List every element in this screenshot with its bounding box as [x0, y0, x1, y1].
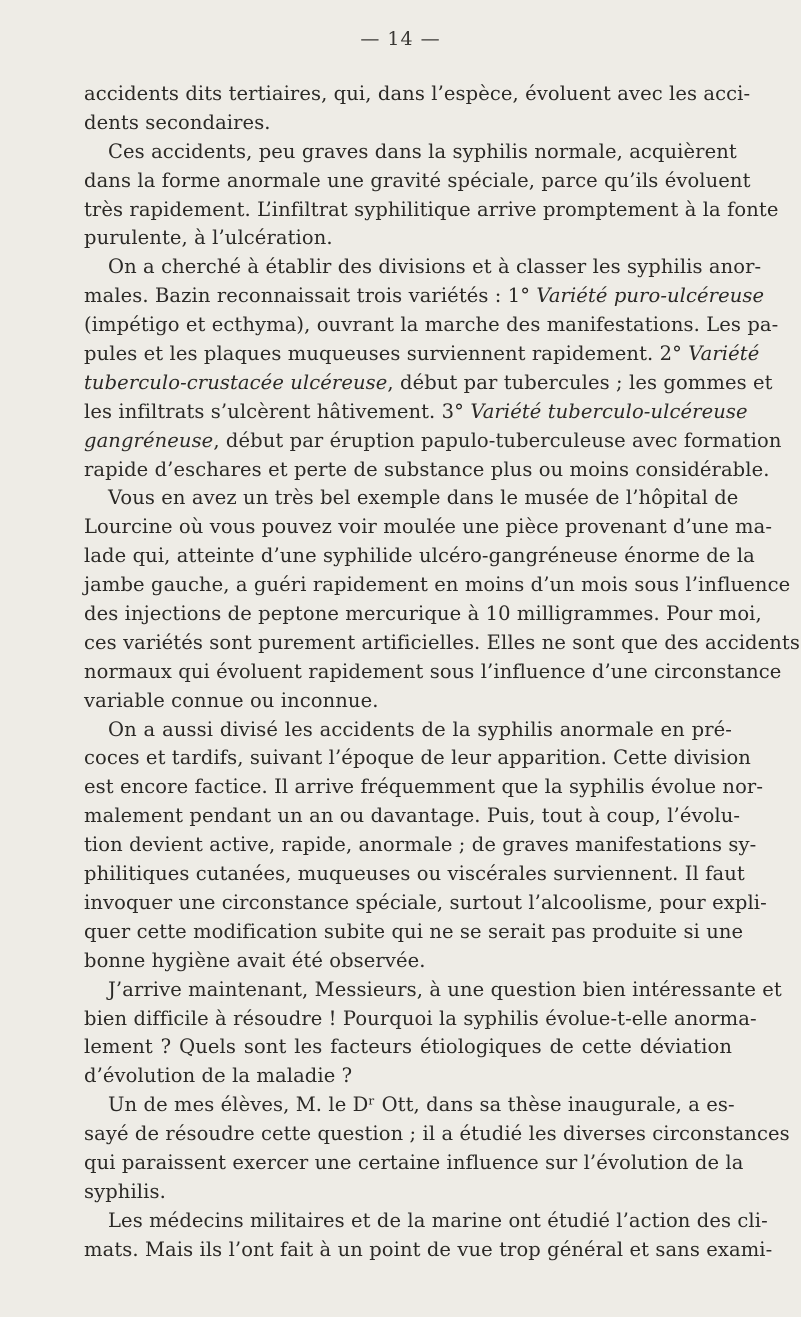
- text-line: On a cherché à établir des divisions et à classer les syphilis anor-: [108, 255, 762, 279]
- text-line: Lourcine où vous pouvez voir moulée une pièce provenant d’une ma-: [84, 515, 773, 539]
- text-line: sayé de résoudre cette question ; il a étudié les diverses circonstances: [84, 1122, 790, 1146]
- page-number: — 14 —: [360, 28, 441, 50]
- text-line: tion devient active, rapide, anormale ; de graves manifestations sy-: [84, 833, 757, 857]
- text-line: des injections de peptone mercurique à 10 milligrammes. Pour moi,: [84, 602, 762, 626]
- italic-term: Variété: [688, 342, 760, 366]
- text-line: quer cette modification subite qui ne se serait pas produite si une: [84, 919, 744, 943]
- text-line: philitiques cutanées, muqueuses ou viscérales surviennent. Il faut: [84, 862, 745, 886]
- text-line: Les médecins militaires et de la marine ont étudié l’action des cli-: [108, 1208, 768, 1232]
- text-line: qui paraissent exercer une certaine influence sur l’évolution de la: [84, 1150, 744, 1174]
- text-line: d’évolution de la maladie ?: [84, 1064, 353, 1088]
- text-line: dents secondaires.: [84, 110, 271, 134]
- text-line: malement pendant un an ou davantage. Puis, tout à coup, l’évolu-: [84, 804, 741, 828]
- text-line: mats. Mais ils l’ont fait à un point de vue trop général et sans exami-: [84, 1237, 773, 1261]
- text-line: rapide d’eschares et perte de substance plus ou moins considérable.: [84, 457, 770, 481]
- text-line: Ces accidents, peu graves dans la syphilis normale, acquièrent: [108, 139, 737, 163]
- text-line: ces variétés sont purement artificielles. Elles ne sont que des accidents: [84, 630, 800, 654]
- text-line: variable connue ou inconnue.: [84, 688, 379, 712]
- text-line: lade qui, atteinte d’une syphilide ulcéro-gangréneuse énorme de la: [84, 544, 755, 568]
- text-line: J’arrive maintenant, Messieurs, à une question bien intéressante et: [108, 977, 782, 1001]
- text-line: purulente, à l’ulcération.: [84, 226, 333, 250]
- text-line: pules et les plaques muqueuses surviennent rapidement. 2° Variété: [84, 342, 760, 366]
- italic-term: tuberculo-crustacée ulcéreuse: [84, 370, 388, 394]
- text-line: gangréneuse, début par éruption papulo-tuberculeuse avec formation: [84, 428, 782, 452]
- text-line: normaux qui évoluent rapidement sous l’influence d’une circonstance: [84, 659, 782, 683]
- text-line: syphilis.: [84, 1179, 166, 1203]
- text-line: On a aussi divisé les accidents de la syphilis anormale en pré-: [108, 717, 732, 741]
- text-line: tuberculo-crustacée ulcéreuse, début par tubercules ; les gommes et: [84, 370, 773, 394]
- text-line: (impétigo et ecthyma), ouvrant la marche des manifestations. Les pa-: [84, 313, 779, 337]
- text-line: Un de mes élèves, M. le Dʳ Ott, dans sa thèse inaugurale, a es-: [108, 1093, 735, 1117]
- text-line: bien difficile à résoudre ! Pourquoi la syphilis évolue-t-elle anorma-: [84, 1006, 757, 1030]
- text-line: bonne hygiène avait été observée.: [84, 948, 426, 972]
- body-text: [84, 80, 800, 1265]
- text-line: accidents dits tertiaires, qui, dans l’espèce, évoluent avec les acci-: [84, 82, 751, 105]
- text-line: Vous en avez un très bel exemple dans le musée de l’hôpital de: [108, 486, 739, 510]
- text-line: très rapidement. L’infiltrat syphilitique arrive promptement à la fonte: [84, 197, 779, 221]
- text-line: invoquer une circonstance spéciale, surtout l’alcoolisme, pour expli-: [84, 890, 767, 914]
- text-line: coces et tardifs, suivant l’époque de leur apparition. Cette division: [84, 746, 751, 770]
- text-line: est encore factice. Il arrive fréquemment que la syphilis évolue nor-: [84, 775, 764, 799]
- text-line: jambe gauche, a guéri rapidement en moins d’un mois sous l’influence: [84, 573, 791, 597]
- text-line: lement ? Quels sont les facteurs étiologiques de cette déviation: [84, 1035, 732, 1059]
- text-line: dans la forme anormale une gravité spéciale, parce qu’ils évoluent: [84, 168, 751, 192]
- italic-term: Variété puro-ulcéreuse: [536, 284, 765, 308]
- text-line: les infiltrats s’ulcèrent hâtivement. 3° Variété tuberculo-ulcéreuse: [84, 399, 748, 423]
- italic-term: Variété tuberculo-ulcéreuse: [470, 399, 748, 423]
- italic-term: gangréneuse: [84, 428, 214, 452]
- text-line: males. Bazin reconnaissait trois variétés : 1° Variété puro-ulcéreuse: [84, 284, 765, 308]
